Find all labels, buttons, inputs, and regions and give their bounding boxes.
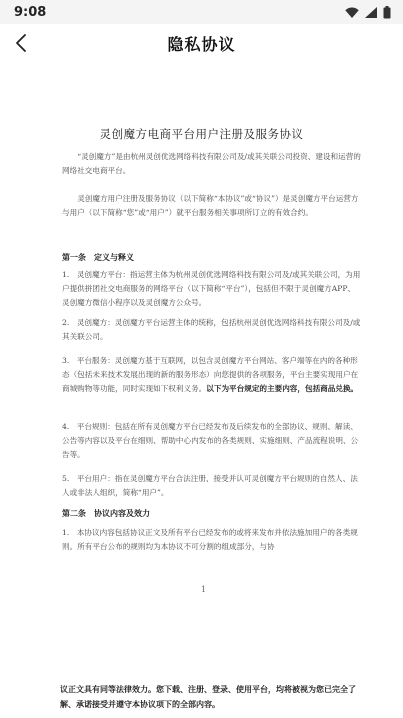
page-mark: 1 — [201, 585, 207, 594]
intro-paragraph-2: 灵创魔方用户注册及服务协议（以下简称“本协议”或“协议”）是灵创魔方平台运营方与用户（以下简称“您”或“用户”）就平台服务相关事项所订立的有效合约。 — [62, 194, 359, 217]
chevron-left-icon — [14, 33, 28, 53]
signal-icon — [365, 7, 377, 18]
nav-bar — [0, 24, 403, 62]
definition-4: 4. 平台规则：包括在所有灵创魔方平台已经发布及后续发布的全部协议、规则、解读、公告等内容以及平台在细则、帮助中心内发布的各类规则、实施细则、产品流程说明、公告等。 — [62, 422, 359, 459]
section1-heading: 第一条 定义与释义 — [62, 252, 134, 262]
definition-5: 5. 平台用户：指在灵创魔方平台合法注册、接受并认可灵创魔方平台规则的自然人、法人或非法人组织，简称“用户”。 — [62, 474, 358, 497]
status-bar — [0, 0, 403, 24]
definition-1: 1. 灵创魔方平台：指运营主体为杭州灵创优选网络科技有限公司及/或其关联公司，为用户提供拼团社交电商服务的网络平台（以下简称“平台”），包括但不限于灵创魔方APP、灵创魔方微信小程序以及灵创魔方公众号。 — [62, 270, 361, 307]
wifi-icon — [345, 7, 359, 18]
footer-paragraph: 议正文具有同等法律效力。您下载、注册、登录、使用平台，均将被视为您已完全了解、承诺接受并遵守本协议项下的全部内容。 — [60, 684, 356, 709]
definition-3-bold: 以下为平台规定的主要内容，包括商品兑换。 — [206, 384, 359, 393]
agreement-document[interactable] — [0, 62, 403, 718]
section2-heading: 第二条 协议内容及效力 — [62, 508, 150, 518]
status-icons — [345, 6, 391, 19]
page-title: 隐私协议 — [167, 34, 236, 54]
battery-icon — [383, 6, 391, 19]
intro-paragraph: “灵创魔方”是由杭州灵创优选网络科技有限公司及/或其关联公司投资、建设和运营的网络社交电商平台。 — [62, 152, 361, 175]
document-title: 灵创魔方电商平台用户注册及服务协议 — [99, 127, 304, 141]
back-button[interactable] — [6, 28, 36, 58]
definition-2: 2. 灵创魔方：灵创魔方平台运营主体的统称，包括杭州灵创优选网络科技有限公司及/或其关联公司。 — [62, 318, 361, 341]
definition-3-text: 3. 平台服务：灵创魔方基于互联网，以包含灵创魔方平台网站、客户端等在内的各种形态（包括未来技术发展出现的新的服务形态）向您提供的各项服务，平台主要实现用户在商城购物等功能，同时实现如下权利义务。 — [62, 356, 359, 393]
content-1: 1. 本协议内容包括协议正文及所有平台已经发布的或将来发布并依法施加用户的各类规则。所有平台公布的规则均为本协议不可分割的组成部分，与协 — [62, 528, 358, 551]
status-time: 9:08 — [14, 4, 47, 20]
definition-3 — [62, 354, 362, 396]
